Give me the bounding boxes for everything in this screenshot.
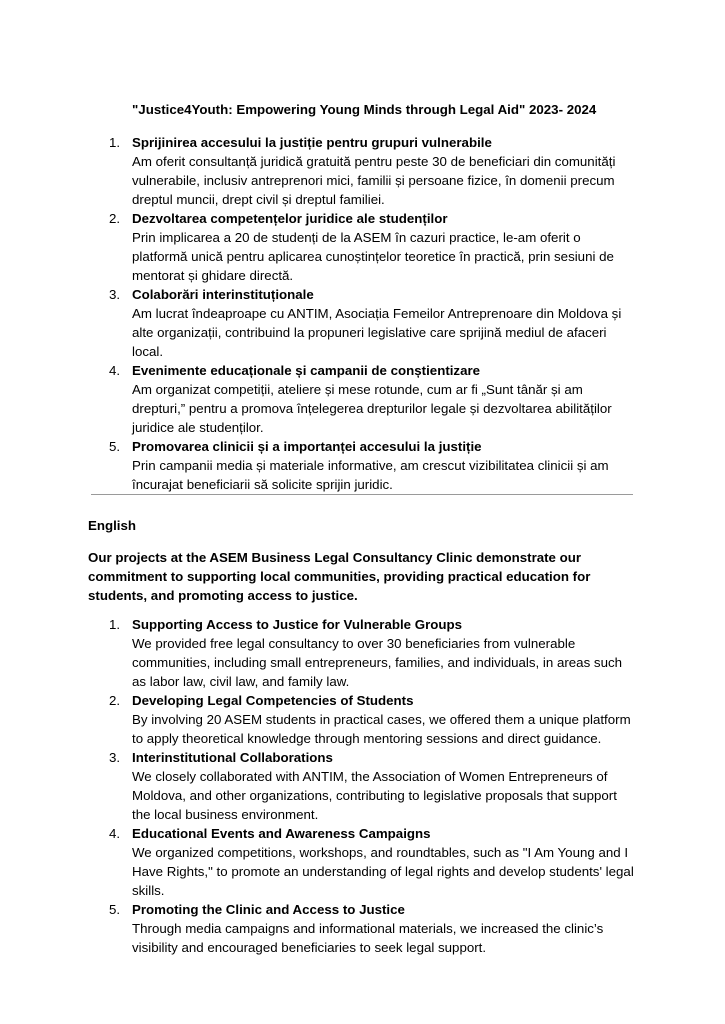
list-item: [107, 361, 637, 437]
item-heading: Developing Legal Competencies of Students: [132, 693, 414, 708]
list-number: 5.: [109, 902, 121, 917]
english-intro-paragraph: Our projects at the ASEM Business Legal Consultancy Clinic demonstrate our commitment to supporting local communities, providing practical education for students, and promoting access to justice.: [88, 550, 591, 603]
item-body: We organized competitions, workshops, and roundtables, such as "I Am Young and I Have Rights," to promote an understanding of legal rights and develop students' legal skills.: [132, 845, 634, 898]
item-body: Prin campanii media și materiale informative, am crescut vizibilitatea clinicii și am încurajat beneficiarii să solicite sprijin juridic.: [132, 458, 609, 492]
list-item: [107, 900, 637, 957]
item-heading: Interinstitutional Collaborations: [132, 750, 333, 765]
item-body: We provided free legal consultancy to over 30 beneficiaries from vulnerable communities, including small entrepreneurs, families, and individuals, in areas such as labor law, civil law, and family law.: [132, 636, 623, 689]
horizontal-divider: [91, 494, 633, 495]
item-heading: Colaborări interinstituționale: [132, 287, 314, 302]
list-number: 1.: [109, 135, 121, 150]
item-body: Through media campaigns and informational materials, we increased the clinic’s visibility and encouraged beneficiaries to seek legal support.: [132, 921, 604, 955]
item-body: Am organizat competiții, ateliere și mese rotunde, cum ar fi „Sunt tânăr și am drepturi,” pentru a promova înțelegerea drepturilor legale și dezvoltarea abilităților juridice ale studenților.: [132, 382, 612, 435]
list-item: [107, 285, 637, 361]
romanian-project-list: [107, 133, 637, 494]
item-heading: Educational Events and Awareness Campaigns: [132, 826, 431, 841]
list-item: [107, 209, 637, 285]
list-number: 5.: [109, 439, 121, 454]
item-heading: Sprijinirea accesului la justiție pentru grupuri vulnerabile: [132, 135, 492, 150]
list-number: 1.: [109, 617, 121, 632]
list-number: 4.: [109, 363, 121, 378]
item-heading: Supporting Access to Justice for Vulnerable Groups: [132, 617, 463, 632]
list-number: 2.: [109, 211, 121, 226]
item-body: Prin implicarea a 20 de studenți de la ASEM în cazuri practice, le-am oferit o platformă unică pentru aplicarea cunoștințelor teoretice în practică, prin sesiuni de mentorat și ghidare directă.: [132, 230, 614, 283]
item-body: Am lucrat îndeaproape cu ANTIM, Asociația Femeilor Antreprenoare din Moldova și alte organizații, contribuind la propuneri legislative care sprijină mediul de afaceri local.: [132, 306, 622, 359]
list-item: [107, 748, 637, 824]
list-item: [107, 824, 637, 900]
item-heading: Promovarea clinicii și a importanței accesului la justiție: [132, 439, 482, 454]
list-number: 3.: [109, 750, 121, 765]
item-heading: Evenimente educaționale și campanii de conștientizare: [132, 363, 481, 378]
list-number: 3.: [109, 287, 121, 302]
item-body: Am oferit consultanță juridică gratuită pentru peste 30 de beneficiari din comunități vulnerabile, inclusiv antreprenori mici, familii și persoane fizice, în domenii precum dreptul muncii, drept civil și dreptul familiei.: [132, 154, 616, 207]
item-heading: Dezvoltarea competențelor juridice ale studenților: [132, 211, 448, 226]
list-item: [107, 615, 637, 691]
english-project-list: [107, 615, 637, 957]
english-section-label: English: [88, 518, 137, 533]
item-body: By involving 20 ASEM students in practical cases, we offered them a unique platform to apply theoretical knowledge through mentoring sessions and direct guidance.: [132, 712, 631, 746]
item-heading: Promoting the Clinic and Access to Justice: [132, 902, 405, 917]
document-title: "Justice4Youth: Empowering Young Minds through Legal Aid" 2023- 2024: [132, 102, 597, 117]
list-item: [107, 437, 637, 494]
list-number: 4.: [109, 826, 121, 841]
item-body: We closely collaborated with ANTIM, the Association of Women Entrepreneurs of Moldova, and other organizations, contributing to legislative proposals that support the local business environment.: [132, 769, 617, 822]
list-item: [107, 133, 637, 209]
list-item: [107, 691, 637, 748]
list-number: 2.: [109, 693, 121, 708]
